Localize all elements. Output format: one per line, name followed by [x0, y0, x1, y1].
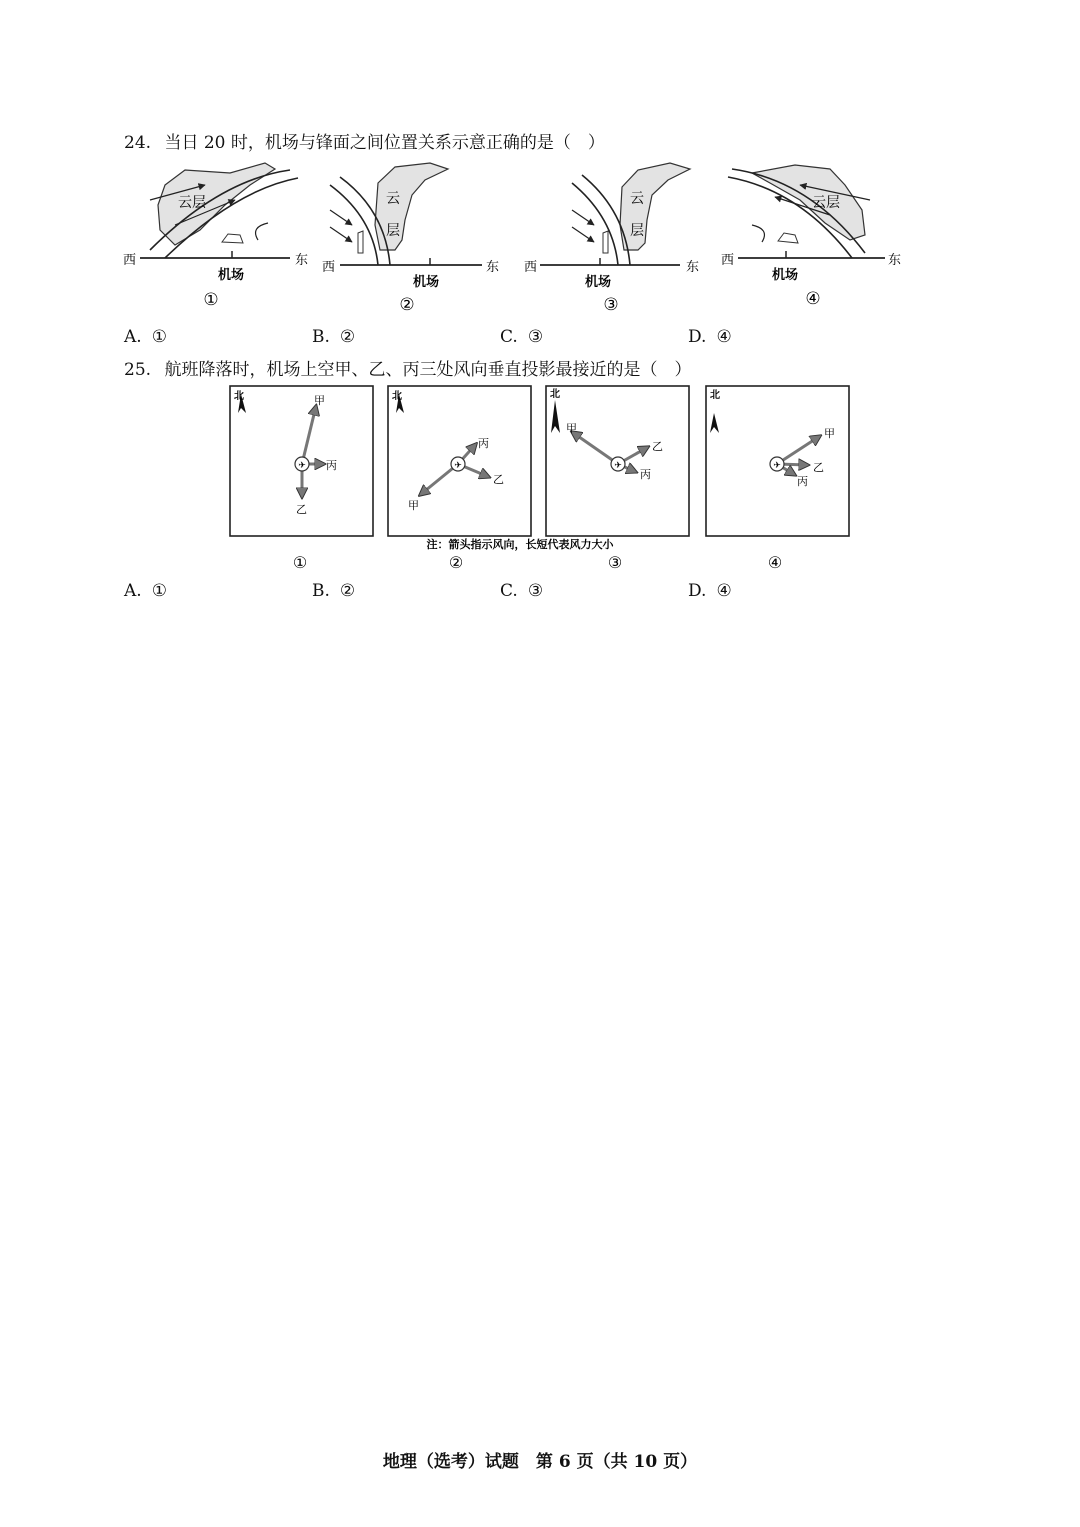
q24-f3-airport-label: 机场: [585, 275, 612, 290]
q24-option-b[interactable]: [312, 327, 355, 347]
q24-option-c[interactable]: [500, 327, 543, 347]
q25-p1-yi-label: 乙: [296, 503, 307, 516]
q25-panel-1: [230, 386, 373, 572]
q24-option-b-value: ②: [339, 327, 356, 347]
plane-icon: ✈: [454, 461, 462, 471]
q25-panel-4: [706, 386, 849, 572]
q25-p1-bing-label: 丙: [326, 459, 337, 472]
question-24: [124, 128, 605, 153]
q24-option-a-value: ①: [151, 327, 167, 347]
q24-option-a-letter: A.: [124, 327, 142, 347]
q24-f1-cloud-label: 云层: [178, 195, 206, 211]
plane-icon: ✈: [298, 461, 306, 471]
q25-option-b-value: ②: [339, 581, 356, 601]
q24-figure-2: [322, 163, 499, 315]
q25-p3-jia-label: 甲: [566, 422, 577, 435]
q24-f3-east-label: 东: [686, 260, 700, 275]
question-24-options: [124, 327, 884, 351]
q24-f3-west-label: 西: [524, 260, 538, 275]
q24-option-b-letter: B.: [312, 327, 330, 347]
q25-p1-north-label: 北: [234, 391, 244, 402]
q25-option-c-letter: C.: [500, 581, 518, 601]
q25-option-c[interactable]: [500, 581, 543, 601]
q24-f4-airport-label: 机场: [772, 268, 799, 283]
q24-option-c-letter: C.: [500, 327, 518, 347]
q25-option-b-letter: B.: [312, 581, 330, 601]
q25-p4-north-label: 北: [710, 390, 720, 401]
q24-f4-cloud-label: 云层: [812, 195, 840, 211]
question-24-text: 当日 20 时，机场与锋面之间位置关系示意正确的是（ ）: [164, 133, 605, 153]
q25-option-d[interactable]: [688, 581, 732, 601]
q24-option-d-value: ④: [716, 327, 732, 347]
q24-f3-number: ③: [603, 295, 619, 315]
q24-figure-3: [524, 163, 699, 315]
q24-f2-west-label: 西: [322, 260, 336, 275]
plane-icon: ✈: [614, 461, 622, 471]
q24-f2-east-label: 东: [486, 260, 500, 275]
q25-p1-number: ①: [292, 553, 308, 572]
plane-icon: ✈: [773, 461, 781, 471]
q24-f1-number: ①: [203, 290, 219, 310]
q25-option-a-value: ①: [151, 581, 167, 601]
q24-f2-cloud-label-2: 层: [386, 223, 400, 239]
q24-f1-east-label: 东: [295, 253, 309, 268]
q25-p4-bing-label: 丙: [797, 475, 808, 488]
q24-f1-west-label: 西: [123, 253, 137, 268]
page-footer: 地理（选考）试题 第 6 页（共 10 页）: [382, 1452, 698, 1472]
q25-p2-number: ②: [448, 553, 464, 572]
q25-p2-north-label: 北: [392, 391, 402, 402]
q25-figure-note: 注：箭头指示风向，长短代表风力大小: [426, 538, 614, 551]
q24-option-c-value: ③: [527, 327, 544, 347]
q24-figure-4: [721, 165, 901, 309]
q24-f3-cloud-label-1: 云: [630, 191, 644, 207]
q25-figures: [0, 380, 1080, 575]
q24-f2-airport-label: 机场: [413, 275, 440, 290]
q24-f4-west-label: 西: [721, 253, 735, 268]
q25-option-c-value: ③: [527, 581, 544, 601]
q24-option-d[interactable]: [688, 327, 732, 347]
q24-figures: [0, 155, 1080, 315]
q24-f4-number: ④: [805, 289, 821, 309]
q25-p4-yi-label: 乙: [813, 461, 824, 474]
q25-option-a[interactable]: [124, 581, 167, 601]
question-25-number: 25.: [124, 360, 152, 380]
q25-option-b[interactable]: [312, 581, 355, 601]
q25-p3-bing-label: 丙: [640, 468, 651, 481]
q25-p3-number: ③: [607, 553, 623, 572]
q25-option-d-letter: D.: [688, 581, 707, 601]
q25-p4-jia-label: 甲: [824, 427, 835, 440]
q25-p2-bing-label: 丙: [478, 437, 489, 450]
q25-option-d-value: ④: [716, 581, 732, 601]
question-24-number: 24.: [124, 133, 152, 153]
q25-option-a-letter: A.: [124, 581, 142, 601]
q25-p3-yi-label: 乙: [652, 440, 663, 453]
q25-p2-yi-label: 乙: [493, 473, 504, 486]
q24-f2-number: ②: [399, 295, 415, 315]
q25-p1-jia-label: 甲: [314, 394, 325, 407]
question-25-text: 航班降落时，机场上空甲、乙、丙三处风向垂直投影最接近的是（ ）: [164, 360, 692, 380]
question-25: [124, 355, 691, 380]
q24-f3-cloud-label-2: 层: [630, 223, 644, 239]
q25-p2-jia-label: 甲: [408, 499, 419, 512]
q24-f1-airport-label: 机场: [218, 268, 245, 283]
q25-p3-north-label: 北: [550, 389, 560, 400]
q24-option-d-letter: D.: [688, 327, 707, 347]
q24-f4-east-label: 东: [888, 253, 902, 268]
q25-p4-number: ④: [767, 553, 783, 572]
q24-figure-1: [123, 163, 308, 310]
q24-option-a[interactable]: [124, 327, 167, 347]
q24-f2-cloud-label-1: 云: [386, 191, 400, 207]
question-25-options: [124, 581, 884, 605]
